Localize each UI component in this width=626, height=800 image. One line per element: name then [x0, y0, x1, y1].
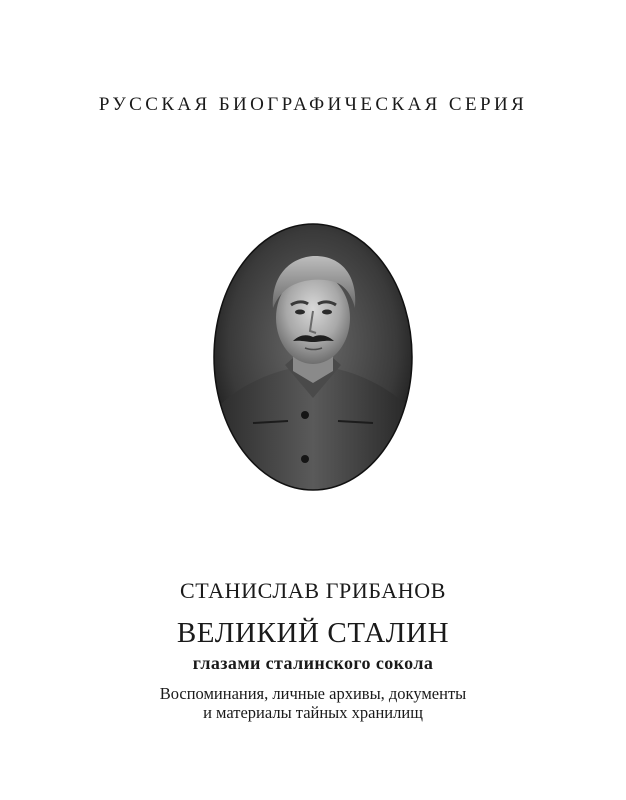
book-title: ВЕЛИКИЙ СТАЛИН [176, 617, 450, 649]
book-subtitle: глазами сталинского сокола [192, 653, 434, 673]
author-name: СТАНИСЛАВ ГРИБАНОВ [179, 578, 447, 603]
book-description [0, 684, 626, 722]
description-line-2: и материалы тайных хранилищ [203, 703, 423, 722]
series-title: РУССКАЯ БИОГРАФИЧЕСКАЯ СЕРИЯ [98, 94, 528, 115]
description-line-1: Воспоминания, личные архивы, документы [159, 684, 467, 703]
portrait-image [213, 223, 413, 491]
